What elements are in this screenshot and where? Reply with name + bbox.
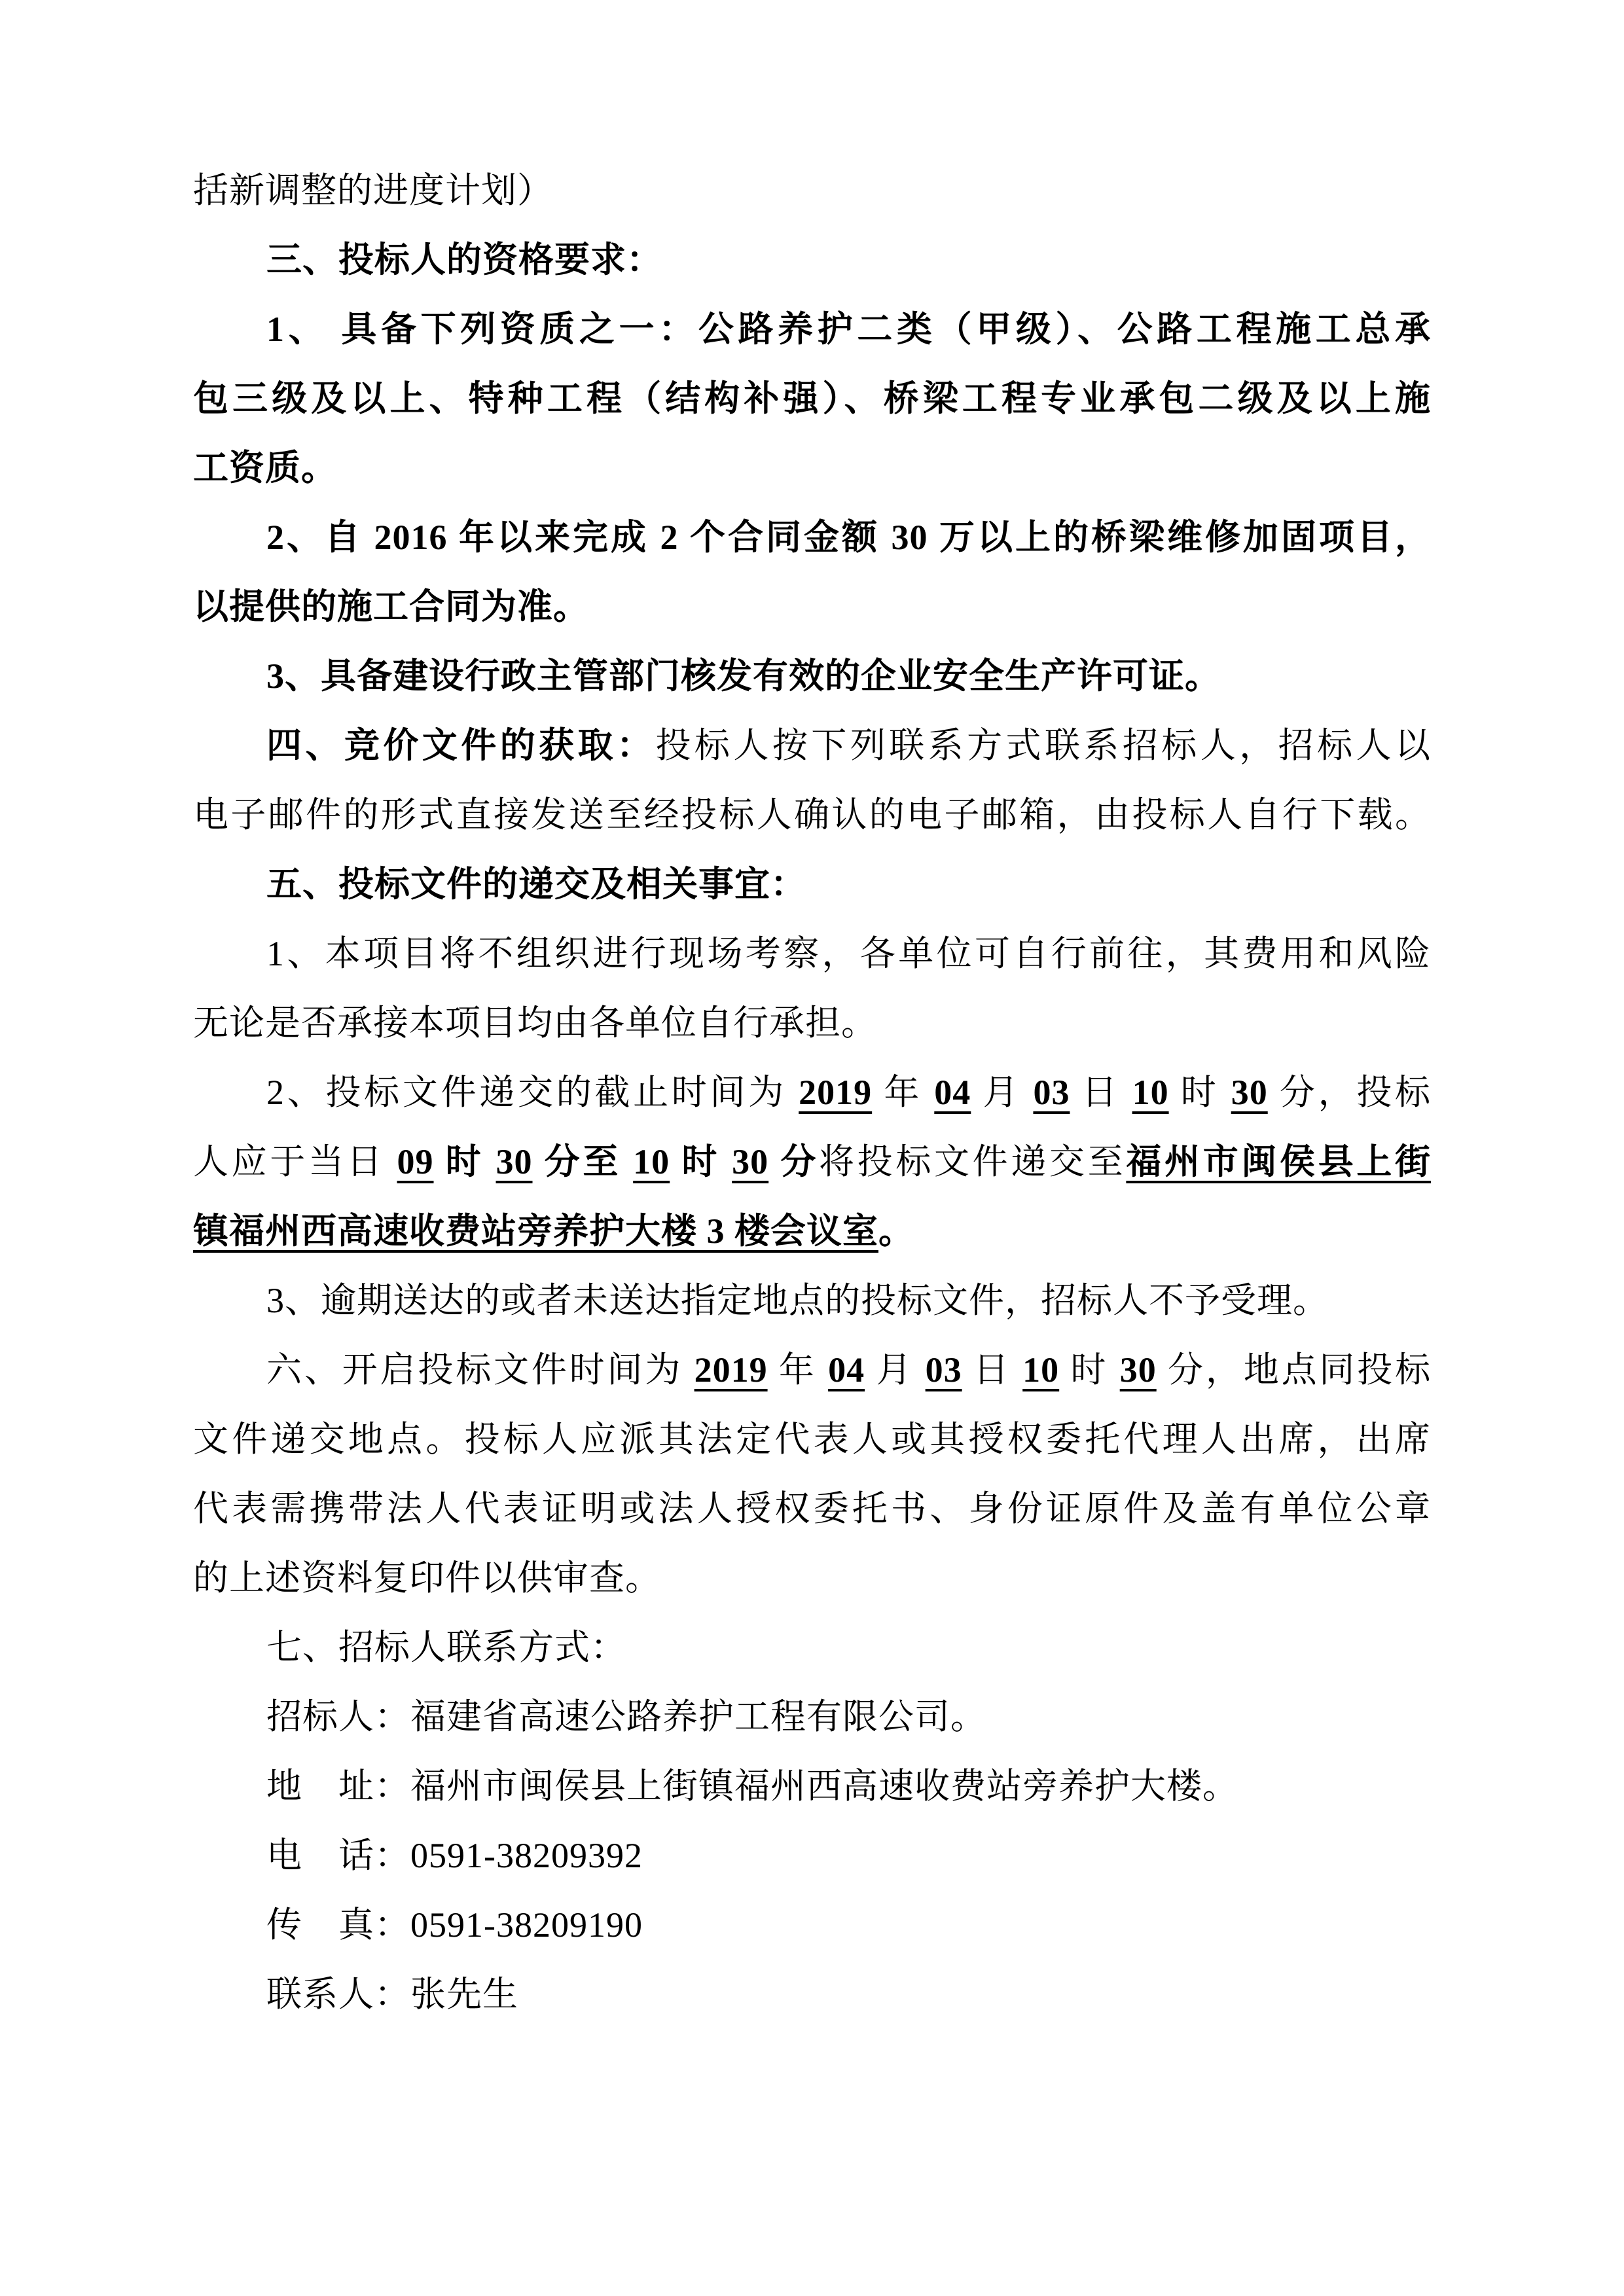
text-segment: 月 (865, 1350, 926, 1390)
underlined-text-segment: 2019 (694, 1350, 768, 1390)
text-segment: 电子邮件的形式直接发送至经投标人确认的电子邮箱，由投标人自行下载。 (193, 795, 1431, 834)
text-segment: 七、招标人联系方式： (266, 1628, 626, 1667)
text-segment: 1、 具备下列资质之一：公路养护二类（甲级）、公路工程施工总承 (266, 310, 1431, 349)
text-segment: ，地点同投标 (1205, 1350, 1432, 1390)
underlined-text-segment: 30 (1119, 1350, 1157, 1390)
text-line (193, 919, 1431, 988)
underlined-text-segment: 09 (397, 1142, 434, 1181)
text-segment: 时 (1059, 1350, 1120, 1390)
underlined-text-segment: 04 (934, 1073, 971, 1112)
underlined-text-segment: 镇福州西高速收费站旁养护大楼 3 楼会议室 (193, 1211, 878, 1251)
text-segment: 三、投标人的资格要求： (266, 240, 662, 279)
underlined-text-segment: 30 (732, 1142, 769, 1181)
text-segment: 时 (1168, 1073, 1231, 1112)
underlined-text-segment: 03 (925, 1350, 962, 1390)
underlined-text-segment: 10 (1132, 1073, 1169, 1112)
text-line (193, 1890, 1431, 1960)
text-segment: 无论是否承接本项目均由各单位自行承担。 (193, 1003, 877, 1043)
text-line (193, 295, 1431, 364)
text-segment: 电 话：0591-38209392 (266, 1836, 643, 1875)
text-segment: 3、逾期送达的或者未送达指定地点的投标文件，招标人不予受理。 (266, 1281, 1329, 1320)
text-line (193, 850, 1431, 919)
text-segment: 3、具备建设行政主管部门核发有效的企业安全生产许可证。 (266, 656, 1221, 696)
underlined-text-segment: 2019 (799, 1073, 873, 1112)
text-segment: 2、投标文件递交的截止时间为 (266, 1073, 799, 1112)
text-line (193, 711, 1431, 780)
text-line (193, 1682, 1431, 1751)
text-segment: 代表需携带法人代表证明或法人授权委托书、身份证原件及盖有单位公章 (193, 1489, 1431, 1528)
text-segment: 2、自 2016 年以来完成 2 个合同金额 30 万以上的桥梁维修加固项目， (266, 518, 1431, 557)
text-segment: 分 (768, 1142, 820, 1181)
text-segment: 五、投标文件的递交及相关事宜： (266, 865, 806, 904)
underlined-text-segment: 03 (1033, 1073, 1070, 1112)
text-line (193, 641, 1431, 711)
text-line (193, 1196, 1431, 1266)
text-segment: 的上述资料复印件以供审查。 (193, 1558, 661, 1598)
text-segment: 六、开启投标文件时间为 (266, 1350, 695, 1390)
text-line (193, 1960, 1431, 2029)
underlined-text-segment: 福州市闽侯县上街 (1126, 1142, 1432, 1181)
text-segment: 日 (1070, 1073, 1132, 1112)
underlined-text-segment: 04 (828, 1350, 865, 1390)
text-segment: 招标人：福建省高速公路养护工程有限公司。 (266, 1697, 986, 1736)
text-line (193, 503, 1431, 572)
text-line (193, 1821, 1431, 1890)
text-line (193, 1266, 1431, 1335)
text-segment: 人应于当日 (193, 1142, 397, 1181)
document-body (193, 156, 1431, 2029)
text-line (193, 780, 1431, 850)
text-segment: 年 (872, 1073, 935, 1112)
text-line (193, 1543, 1431, 1613)
text-segment: 1、本项目将不组织进行现场考察，各单位可自行前往，其费用和风险 (266, 934, 1431, 973)
text-line (193, 433, 1431, 503)
text-segment: 分 (1156, 1350, 1206, 1390)
text-line (193, 1751, 1431, 1821)
text-segment: 日 (962, 1350, 1023, 1390)
text-segment: 分至 (532, 1142, 634, 1181)
underlined-text-segment: 30 (496, 1142, 533, 1181)
text-segment: 括新调整的进度计划） (193, 171, 553, 210)
text-segment: 时 (433, 1142, 496, 1181)
text-segment: 联系人：张先生 (266, 1975, 518, 2014)
text-segment: 以提供的施工合同为准。 (193, 587, 589, 626)
text-line (193, 1127, 1431, 1196)
text-line (193, 1058, 1431, 1127)
text-segment: 传 真：0591-38209190 (266, 1905, 643, 1945)
underlined-text-segment: 30 (1231, 1073, 1268, 1112)
underlined-text-segment: 10 (633, 1142, 670, 1181)
text-segment: 地 址：福州市闽侯县上街镇福州西高速收费站旁养护大楼。 (266, 1767, 1238, 1806)
text-segment: ，投标 (1318, 1073, 1432, 1112)
text-line (193, 988, 1431, 1058)
text-segment: 包三级及以上、特种工程（结构补强）、桥梁工程专业承包二级及以上施 (193, 379, 1431, 418)
text-segment: 。 (878, 1211, 914, 1251)
text-line (193, 156, 1431, 225)
text-segment: 月 (971, 1073, 1034, 1112)
text-segment: 工资质。 (193, 448, 337, 488)
text-segment: 年 (767, 1350, 829, 1390)
text-line (193, 572, 1431, 641)
text-line (193, 364, 1431, 433)
text-line (193, 1474, 1431, 1543)
text-line (193, 225, 1431, 295)
underlined-text-segment: 10 (1022, 1350, 1060, 1390)
text-line (193, 1613, 1431, 1682)
text-segment: 投标人按下列联系方式联系招标人，招标人以 (655, 726, 1431, 765)
text-segment: 分 (1267, 1073, 1318, 1112)
text-segment: 时 (670, 1142, 732, 1181)
text-segment: 将投标文件递交至 (819, 1142, 1127, 1181)
text-segment: 四、竞价文件的获取： (266, 726, 656, 765)
text-line (193, 1335, 1431, 1405)
text-segment: 文件递交地点。投标人应派其法定代表人或其授权委托代理人出席，出席 (193, 1420, 1431, 1459)
text-line (193, 1405, 1431, 1474)
